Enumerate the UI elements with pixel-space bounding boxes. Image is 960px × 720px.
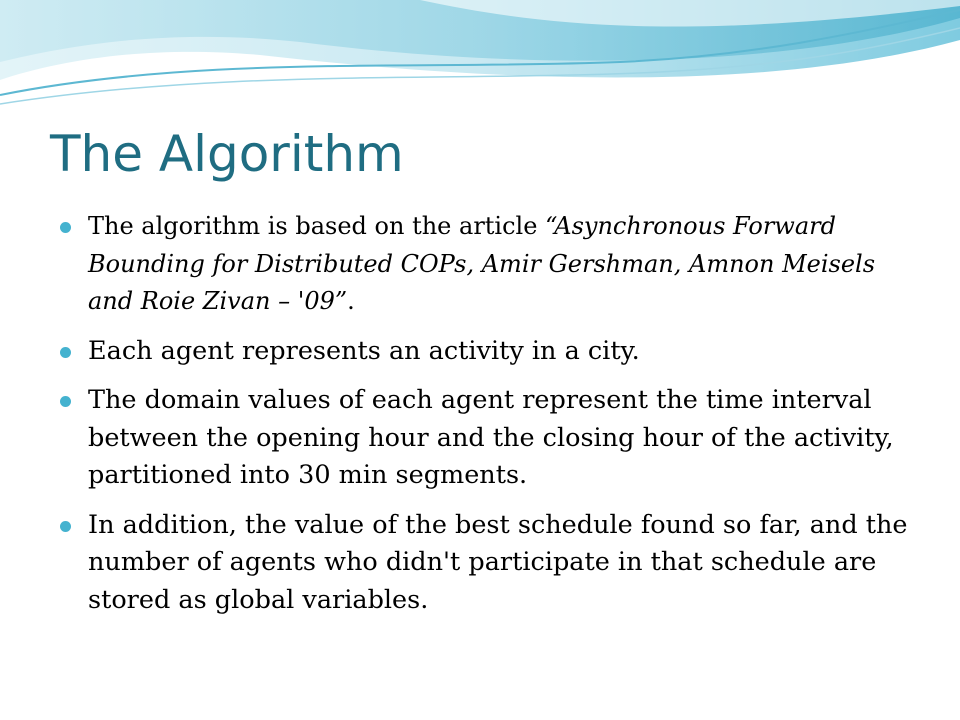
header-wave-decoration [0, 0, 960, 110]
bullet-list [60, 208, 910, 631]
bullet-text: The domain values of each agent represent the time interval between the opening hour and the closing hour of the activity, partitioned into 30 min segments. [88, 385, 894, 490]
article-citation: “Asynchronous Forward Bounding for Distributed COPs, Amir Gershman, Amnon Meisels and Roie Zivan – '09” [88, 212, 876, 315]
bullet-text-suffix: . [347, 287, 355, 315]
bullet-item-agents [60, 333, 910, 371]
bullet-dot-icon [60, 347, 71, 358]
bullet-dot-icon [60, 222, 71, 233]
bullet-item-global-variables [60, 507, 910, 620]
slide-title: The Algorithm [50, 125, 404, 183]
bullet-item-article [60, 208, 910, 321]
bullet-text: Each agent represents an activity in a city. [88, 335, 640, 366]
bullet-item-domain-values [60, 382, 910, 495]
bullet-dot-icon [60, 396, 71, 407]
bullet-text-prefix: The algorithm is based on the article [88, 212, 546, 240]
bullet-dot-icon [60, 521, 71, 532]
bullet-text: In addition, the value of the best schedule found so far, and the number of agents who didn't participate in that schedule are stored as global variables. [88, 509, 908, 615]
